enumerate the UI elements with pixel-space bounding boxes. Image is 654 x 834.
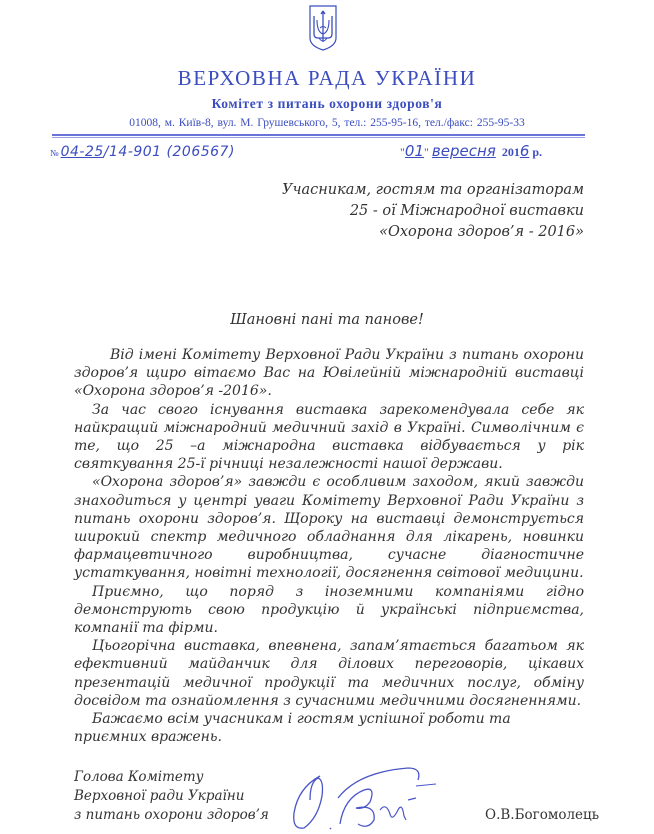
ukraine-trident-icon: [308, 4, 338, 52]
addressee-line: 25 - ої Міжнародної виставки: [349, 203, 584, 219]
addressee-block: [282, 180, 584, 243]
addressee-line: «Охорона здоров’я - 2016»: [379, 224, 584, 240]
letterhead-divider: [52, 134, 585, 138]
date-suffix: р.: [532, 145, 543, 159]
body-paragraph: Цьогорічна виставка, впевнена, запам’ятається багатьом як ефективний майданчик для ділових переговорів, цікавих презентацій медичної продукції та медичних послуг, обміну досвідом та ознайомлення з сучасними медичними досягненнями.: [74, 638, 584, 709]
date-month: вересня: [431, 142, 496, 160]
committee-name: Комітет з питань охорони здоров'я: [211, 96, 443, 111]
letter-date: "01" вересня 2016 р.: [400, 142, 543, 160]
registration-number-part1: 04-25: [60, 144, 104, 160]
organization-name: ВЕРХОВНА РАДА УКРАЇНИ: [177, 66, 477, 90]
body-paragraph: Від імені Комітету Верховної Ради України з питань охорони здоров’я щиро вітаємо Вас на Ювілейній міжнародній виставці «Охорона здоров’я -2016».: [74, 347, 584, 400]
body-paragraph: За час свого існування виставка зарекомендувала себе як найкращий міжнародний медичний захід в Україні. Символічним є те, що 25 –а міжнародна виставка відбувається у рік святкування 25-ї річниці незалежності нашої держави.: [74, 401, 584, 473]
signatory-title: [74, 768, 269, 825]
handwritten-signature-icon: [288, 758, 448, 834]
letter-body: [74, 346, 584, 746]
registration-number: [50, 144, 235, 160]
body-paragraph: Приємно, що поряд з іноземними компаніями гідно демонструють свою продукцію й українські підприємства, компанії та фірми.: [74, 583, 584, 637]
signatory-name: О.В.Богомолець: [485, 807, 600, 823]
letterhead-address: 01008, м. Київ-8, вул. М. Грушевського, 5, тел.: 255-95-16, тел./факс: 255-95-33: [129, 117, 525, 129]
signatory-title-line: Верховної ради України: [74, 788, 245, 804]
registration-number-part2: /14-901 (206567): [103, 144, 235, 160]
signatory-title-line: Голова Комітету: [74, 769, 204, 785]
number-sign: №: [50, 148, 59, 158]
body-paragraph: «Охорона здоров’я» завжди є особливим заходом, який завжди знаходиться у центрі уваги Комітету Верховної Ради України з питань охорони здоров’я. Щороку на виставці демонструється широкий спектр медичного обладнання для лікарень, новинки фармацевтичного виробництва, сучасне діагностичне устаткування, новітні технології, досягнення світової медицини.: [74, 474, 584, 582]
addressee-line: Учасникам, гостям та організаторам: [281, 182, 584, 198]
date-year-hand: 6: [519, 142, 530, 160]
date-year-printed: 201: [501, 145, 520, 159]
signatory-title-line: з питань охорони здоров’я: [74, 807, 269, 823]
salutation: Шановні пані та панове!: [230, 312, 424, 328]
date-day: 01: [404, 142, 424, 160]
body-paragraph: Бажаємо всім учасникам і гостям успішної роботи та приємних вражень.: [74, 711, 511, 746]
